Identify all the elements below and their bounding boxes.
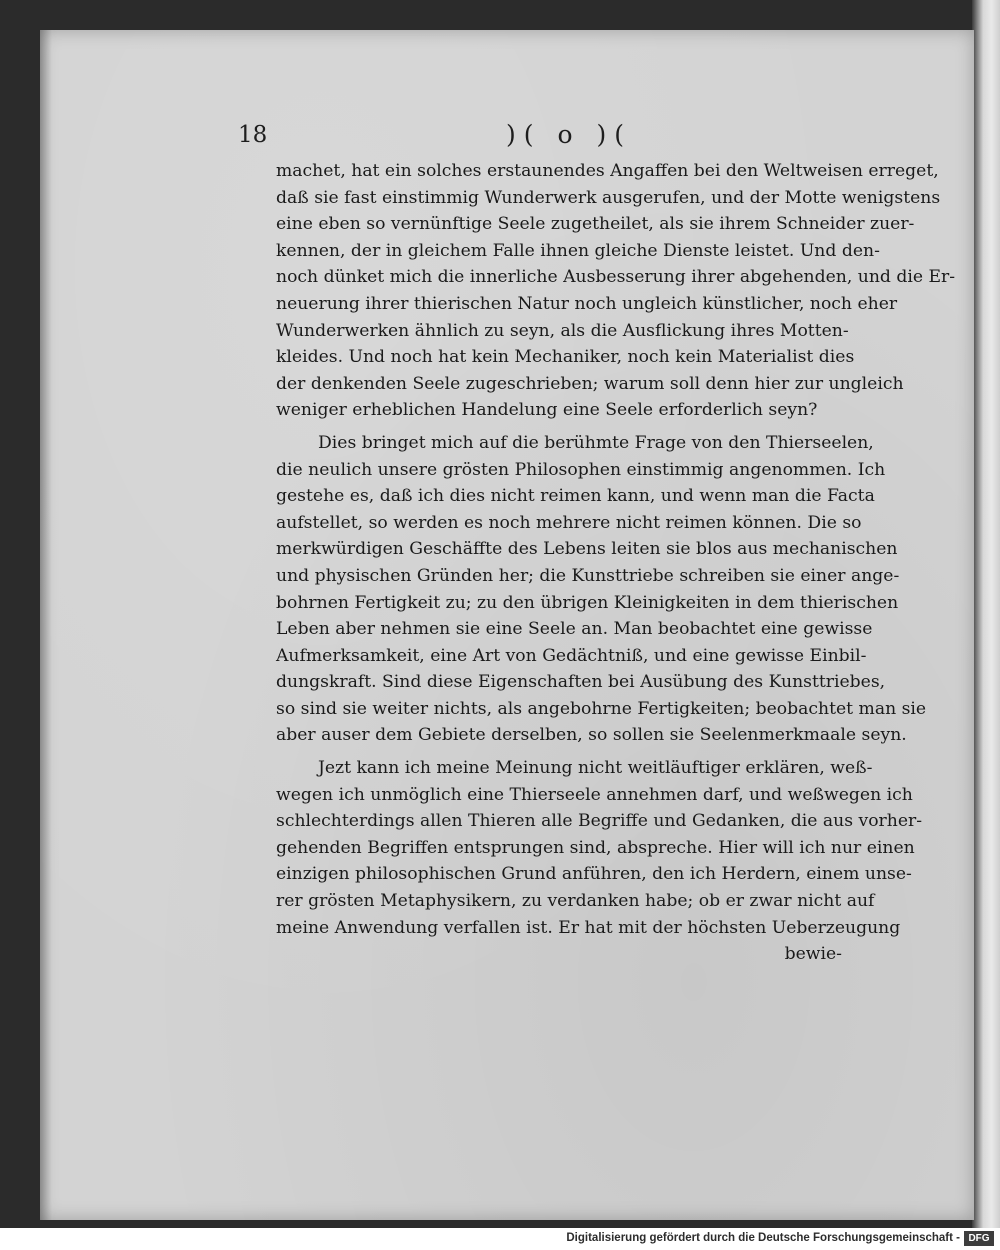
text-line: machet, hat ein solches erstaunendes Angaffen bei den Weltweisen erreget, [276,161,939,181]
text-line: daß sie fast einstimmig Wunderwerk ausgerufen, und der Motte wenigstens [276,187,941,208]
text-line: einzigen philosophischen Grund anführen, den ich Herdern, einem unse- [276,864,912,885]
text-line: kleides. Und noch hat kein Mechaniker, noch kein Materialist dies [276,347,855,368]
text-line: neuerung ihrer thierischen Natur noch ungleich künstlicher, noch eher [276,293,898,314]
text-line: und physischen Gründen her; die Kunsttriebe schreiben sie einer ange- [276,565,900,586]
page-header [238,122,838,156]
text-line: schlechterdings allen Thieren alle Begriffe und Gedanken, die aus vorher- [276,811,923,832]
text-line: Wunderwerken ähnlich zu seyn, als die Ausflickung ihres Motten- [276,320,849,341]
text-line: Jezt kann ich meine Meinung nicht weitläuftiger erklären, weß- [318,758,873,779]
page-number: 18 [238,122,268,148]
text-line: bohrnen Fertigkeit zu; zu den übrigen Kleinigkeiten in dem thierischen [276,592,899,613]
page-gutter-shadow [40,30,52,1220]
text-line: kennen, der in gleichem Falle ihnen gleiche Dienste leistet. Und den- [276,240,880,261]
text-line: eine eben so vernünftige Seele zugetheilet, als sie ihrem Schneider zuer- [276,214,915,235]
text-line: aber auser dem Gebiete derselben, so sollen sie Seelenmerkmaale seyn. [276,725,907,746]
text-line: so sind sie weiter nichts, als angebohrne Fertigkeiten; beobachtet man sie [276,698,927,719]
footer-bar [0,1228,1000,1250]
facing-page-edge [972,0,1000,1228]
text-line: Dies bringet mich auf die berühmte Frage von den Thierseelen, [318,432,874,453]
text-line: der denkenden Seele zugeschrieben; warum soll denn hier zur ungleich [276,373,904,394]
text-line: aufstellet, so werden es noch mehrere nicht reimen können. Die so [276,512,862,533]
text-line: Leben aber nehmen sie eine Seele an. Man beobachtet eine gewisse [276,619,873,640]
text-line: Aufmerksamkeit, eine Art von Gedächtniß, und eine gewisse Einbil- [276,645,867,666]
footer-credit: Digitalisierung gefördert durch die Deutsche Forschungsgemeinschaft - [566,1232,960,1244]
text-line: die neulich unsere grösten Philosophen einstimmig angenommen. Ich [276,459,886,480]
text-line: wegen ich unmöglich eine Thierseele annehmen darf, und weßwegen ich [276,784,913,805]
header-ornament: )( o )( [506,120,632,149]
text-line: rer grösten Metaphysikern, zu verdanken habe; ob er zwar nicht auf [276,891,875,912]
text-line: bewie- [784,944,842,965]
dfg-logo: DFG [964,1231,994,1246]
text-line: gestehe es, daß ich dies nicht reimen kann, und wenn man die Facta [276,486,875,507]
text-line: dungskraft. Sind diese Eigenschaften bei Ausübung des Kunsttriebes, [276,672,886,693]
text-line: gehenden Begriffen entsprungen sind, absprechе. Hier will ich nur einen [276,837,915,858]
text-line: meine Anwendung verfallen ist. Er hat mit der höchsten Ueberzeugung [276,917,901,938]
text-line: weniger erheblichen Handelung eine Seele erforderlich seyn? [276,400,818,421]
text-line: noch dünket mich die innerliche Ausbesserung ihrer abgehenden, und die Er- [276,267,956,288]
body-text [276,158,956,968]
text-line: merkwürdigen Geschäffte des Lebens leiten sie blos aus mechanischen [276,539,898,560]
